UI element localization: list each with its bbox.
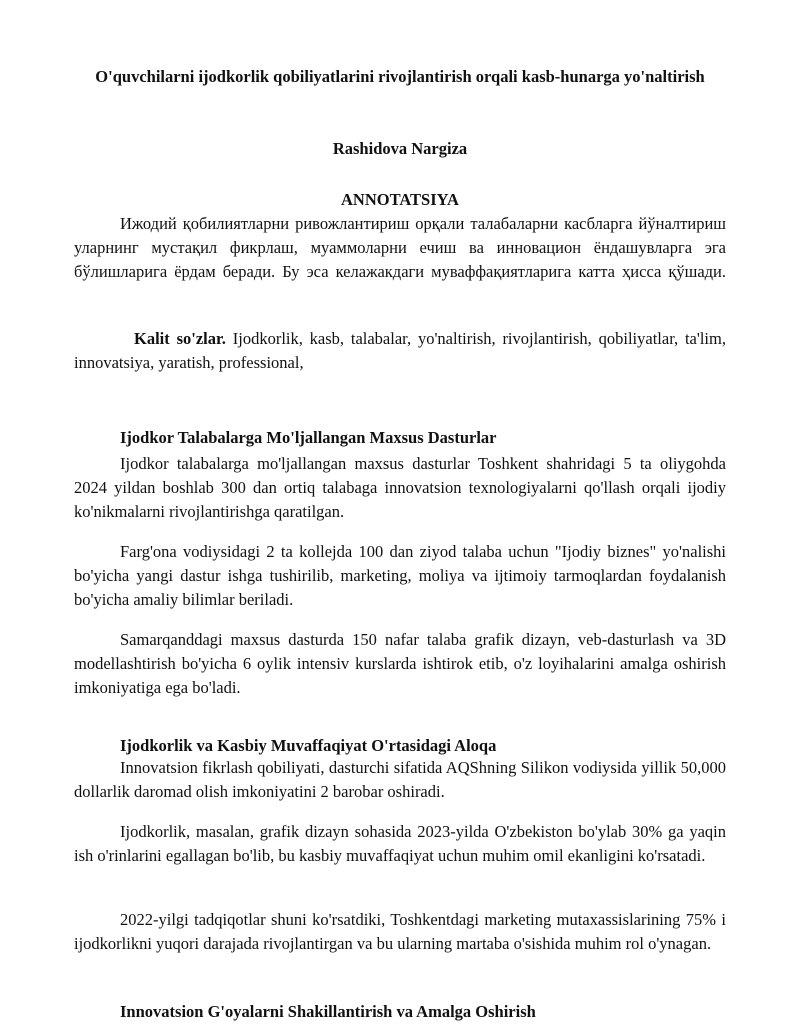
section-paragraph: Ijodkorlik, masalan, grafik dizayn sohasida 2023-yilda O'zbekiston bo'ylab 30% ga yaqin ish o'rinlarini egallagan bo'lib, bu kasbiy muvaffaqiyat uchun muhim omil ekanligini ko'rsatadi. [74,822,726,865]
section-paragraph: Innovatsion fikrlash qobiliyati, dasturchi sifatida AQShning Silikon vodiysida yillik 50,000 dollarlik daromad olish imkoniyatini 2 barobar oshiradi. [74,758,726,801]
author-name: Rashidova Nargiza [332,139,468,158]
section-heading: Ijodkorlik va Kasbiy Muvaffaqiyat O'rtasidagi Aloqa [120,736,497,755]
section-paragraph: 2022-yilgi tadqiqotlar shuni ko'rsatdiki, Toshkentdagi marketing mutaxassislarining 75% i ijodkorlikni yuqori darajada rivojlantirgan va bu ularning martaba o'sishida muhim rol o'ynagan. [74,910,726,953]
document-title: O'quvchilarni ijodkorlik qobiliyatlarini rivojlantirish orqali kasb-hunarga yo'naltirish [95,67,705,86]
keywords-text: Ijodkorlik, kasb, talabalar, yo'naltirish, rivojlantirish, qobiliyatlar, ta'lim, innovatsiya, yaratish, professional, [74,329,726,372]
keywords-paragraph [74,327,726,375]
section-paragraph: Ijodkor talabalarga mo'ljallangan maxsus dasturlar Toshkent shahridagi 5 ta oliygohda 2024 yildan boshlab 300 dan ortiq talabaga innovatsion texnologiyalarni qo'llash orqali ijodiy ko'nikmalarni rivojlantirishga qaratilgan. [74,454,726,521]
section-paragraph: Samarqanddagi maxsus dasturda 150 nafar talaba grafik dizayn, veb-dasturlash va 3D modellashtirish bo'yicha 6 oylik intensiv kurslarda ishtirok etib, o'z loyihalarini amalga oshirish imkoniyatiga ega bo'ladi. [74,630,726,697]
section-heading: Innovatsion G'oyalarni Shakillantirish va Amalga Oshirish [120,1002,536,1021]
annotation-heading: ANNOTATSIYA [341,190,459,209]
keywords-label: Kalit so'zlar. [134,329,226,348]
annotation-paragraph: Ижодий қобилиятларни ривожлантириш орқали талабаларни касбларга йўналтириш уларнинг мустақил фикрлаш, муаммоларни ечиш ва инновацион ёндашувларга эга бўлишларига ёрдам беради. Бу эса келажакдаги муваффақиятларига катта ҳисса қўшади. [74,214,726,281]
section-paragraph: Farg'ona vodiysidagi 2 ta kollejda 100 dan ziyod talaba uchun "Ijodiy biznes" yo'nalishi bo'yicha yangi dastur ishga tushirilib, marketing, moliya va ijtimoiy tarmoqlardan foydalanish bo'yicha amaliy bilimlar beriladi. [74,542,726,609]
section-heading: Ijodkor Talabalarga Mo'ljallangan Maxsus Dasturlar [120,428,497,447]
